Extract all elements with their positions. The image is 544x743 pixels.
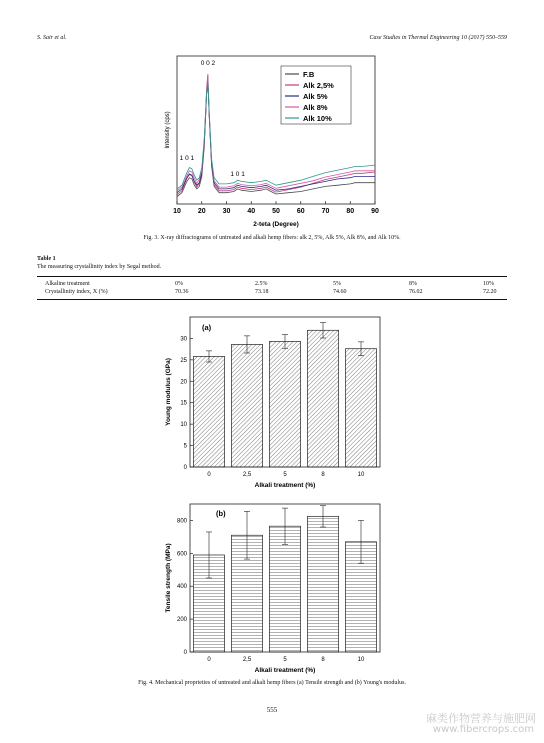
xrd-legend (281, 66, 351, 124)
x-tick-label: 10 (357, 657, 365, 663)
table-bottom-rule (37, 299, 507, 300)
xrd-x-tick-label: 50 (272, 208, 280, 215)
xrd-x-tick-label: 70 (321, 208, 330, 215)
xrd-chart (155, 52, 390, 232)
bar (307, 516, 338, 652)
y-tick-label: 25 (180, 357, 187, 364)
xrd-x-tick-label: 20 (197, 208, 206, 215)
table-header-cell: 10% (483, 281, 494, 287)
y-tick-label: 30 (180, 336, 187, 343)
xrd-peak-annotation: 1 0 1 (230, 171, 245, 178)
xrd-peak-annotation: 0 0 2 (200, 60, 216, 67)
xrd-peak-annotation: 1 0 1 (179, 155, 195, 162)
x-tick-label: 8 (321, 472, 325, 478)
y-tick-label: 10 (180, 422, 187, 429)
y-tick-label: 400 (176, 584, 187, 591)
x-tick-label: 10 (357, 472, 365, 478)
y-tick-label: 0 (183, 465, 187, 471)
table-cell: 76.02 (409, 289, 423, 295)
young-x-axis-label: Alkali treatment (%) (254, 482, 316, 489)
watermark-url: www.fibercrops.com (432, 724, 534, 735)
xrd-legend-label: Alk 10% (303, 114, 332, 123)
bar (193, 356, 224, 467)
running-header-journal: Case Studies in Thermal Engineering 10 (2017) 550–559 (369, 35, 507, 41)
xrd-x-tick-label: 40 (247, 208, 256, 215)
y-tick-label: 600 (176, 551, 187, 558)
xrd-x-tick-label: 80 (346, 208, 355, 215)
table-cell: 73.18 (255, 289, 269, 295)
table-header-cell: 0% (175, 281, 183, 287)
bar (345, 349, 376, 467)
x-tick-label: 2,5 (242, 657, 252, 663)
xrd-legend-label: Alk 2,5% (303, 81, 334, 90)
young-modulus-chart (160, 313, 390, 493)
running-header-authors: S. Sair et al. (37, 35, 67, 41)
table-cell: 74.60 (333, 289, 347, 295)
table-header-cell: 2.5% (255, 281, 268, 287)
table1-title: The measuring crystallinity index by Segal method. (37, 264, 162, 270)
table-header-cell: 8% (409, 281, 417, 287)
table-cell: 72.20 (483, 289, 497, 295)
y-tick-label: 200 (176, 617, 187, 624)
x-tick-label: 5 (283, 657, 287, 663)
bar (269, 526, 300, 652)
fig4-caption: Fig. 4. Mechanical proprieties of untreated and alkali hemp fibers (a) Tensile strength and (b) Young's modulus. (138, 680, 406, 686)
xrd-y-axis-label: Intensity (cps) (165, 111, 171, 149)
x-tick-label: 0 (207, 657, 211, 663)
xrd-x-axis-label: 2-teta (Degree) (253, 221, 299, 228)
tensile-strength-chart (160, 500, 390, 678)
x-tick-label: 2,5 (242, 472, 252, 478)
table-cell: Crystallinity index, X (%) (45, 289, 108, 295)
table-cell: 70.36 (175, 289, 189, 295)
tensile-x-axis-label: Alkali treatment (%) (254, 667, 316, 674)
xrd-x-tick-label: 60 (296, 208, 305, 215)
panel-label-b: (b) (216, 509, 226, 518)
table1-label: Table 1 (37, 256, 56, 262)
xrd-legend-label: Alk 8% (303, 103, 328, 112)
x-tick-label: 5 (283, 472, 287, 478)
table-header-cell: Alkaline treatment (45, 281, 90, 287)
bar (231, 344, 262, 467)
tensile-y-axis-label: Tensile strength (MPa) (165, 543, 172, 613)
y-tick-label: 800 (176, 518, 187, 525)
y-tick-label: 0 (183, 650, 187, 656)
xrd-legend-label: F.B (303, 70, 315, 79)
table-top-rule (37, 276, 507, 277)
y-tick-label: 15 (180, 400, 187, 407)
young-y-axis-label: Young modulus (GPa) (165, 358, 172, 426)
table-header-cell: 5% (333, 281, 341, 287)
watermark-text: 麻类作物营养与施肥网 (426, 712, 536, 725)
xrd-x-tick-label: 30 (222, 208, 231, 215)
xrd-x-tick-label: 10 (173, 208, 181, 215)
xrd-x-tick-label: 90 (371, 208, 379, 215)
bar (269, 341, 300, 467)
xrd-legend-label: Alk 5% (303, 92, 328, 101)
y-tick-label: 20 (180, 379, 187, 386)
x-tick-label: 0 (207, 472, 211, 478)
bar (307, 330, 338, 467)
x-tick-label: 8 (321, 657, 325, 663)
panel-label-a: (a) (202, 323, 212, 332)
page-number: 555 (266, 706, 278, 714)
fig3-caption: Fig. 3. X-ray diffractograms of untreated and alkali hemp fibers: alk 2, 5%, Alk 5%, Alk 8%, and Alk 10%. (143, 235, 401, 241)
y-tick-label: 5 (183, 443, 187, 450)
